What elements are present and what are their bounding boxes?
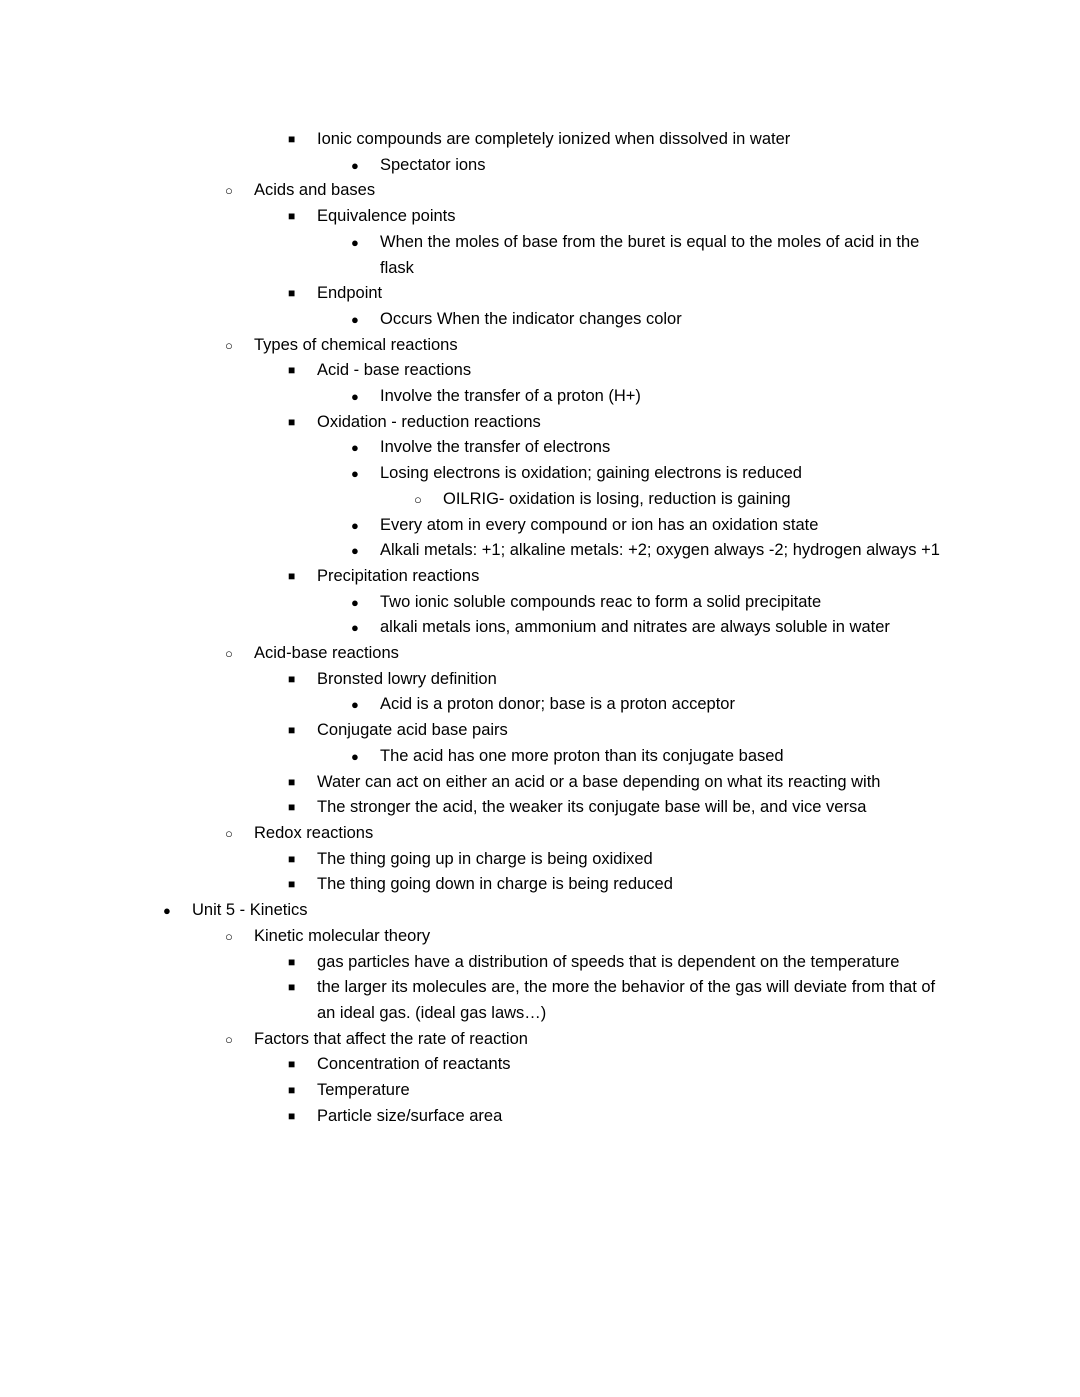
list-item	[0, 667, 1080, 693]
list-item-text: Spectator ions	[380, 155, 486, 174]
filled-circle-bullet-icon: ●	[351, 389, 359, 405]
list-item	[0, 384, 1080, 410]
list-item-text: Factors that affect the rate of reaction	[254, 1029, 528, 1048]
filled-square-bullet-icon: ■	[288, 132, 296, 146]
filled-square-bullet-icon: ■	[288, 1108, 296, 1123]
filled-square-bullet-icon: ■	[288, 209, 296, 224]
filled-square-bullet-icon: ■	[288, 1057, 296, 1072]
filled-square-bullet-icon: ■	[288, 954, 296, 969]
list-item	[0, 281, 1080, 307]
filled-square-bullet-icon: ■	[288, 568, 296, 583]
list-item	[0, 795, 1080, 821]
list-item	[0, 847, 1080, 873]
list-item	[0, 872, 1080, 898]
list-item	[0, 718, 1080, 744]
list-item	[0, 333, 1080, 359]
list-item	[0, 692, 1080, 718]
list-item	[0, 770, 1080, 796]
filled-circle-bullet-icon: ●	[351, 517, 359, 533]
list-item-text: Temperature	[317, 1081, 410, 1100]
list-item-text: OILRIG- oxidation is losing, reduction is gaining	[443, 489, 791, 508]
list-item-text: Acid - base reactions	[317, 361, 472, 380]
list-item-text: Involve the transfer of a proton (H+)	[380, 387, 641, 406]
list-item-text: Ionic compounds are completely ionized when dissolved in water	[317, 130, 791, 148]
list-item	[0, 127, 1080, 153]
list-item	[0, 513, 1080, 539]
filled-square-bullet-icon: ■	[288, 1083, 296, 1098]
list-item-text: Concentration of reactants	[317, 1055, 511, 1074]
list-item-text: Oxidation - reduction reactions	[317, 412, 541, 431]
filled-square-bullet-icon: ■	[288, 286, 296, 301]
list-item	[0, 538, 1080, 564]
list-item	[0, 950, 1080, 976]
list-item	[0, 358, 1080, 384]
list-item	[0, 307, 1080, 333]
list-item-text: Bronsted lowry definition	[317, 669, 497, 688]
filled-square-bullet-icon: ■	[288, 980, 296, 995]
open-circle-bullet-icon: ○	[225, 928, 233, 944]
open-circle-bullet-icon: ○	[225, 337, 233, 353]
open-circle-bullet-icon: ○	[225, 825, 233, 841]
list-item	[0, 821, 1080, 847]
list-item-text: Two ionic soluble compounds reac to form a solid precipitate	[380, 592, 822, 611]
list-item-text: Conjugate acid base pairs	[317, 721, 508, 740]
list-item	[0, 924, 1080, 950]
open-circle-bullet-icon: ○	[225, 1031, 233, 1047]
filled-square-bullet-icon: ■	[288, 800, 296, 815]
filled-circle-bullet-icon: ●	[351, 748, 359, 764]
list-item	[0, 1104, 1080, 1130]
list-item-text: Water can act on either an acid or a base depending on what its reacting with	[317, 772, 881, 791]
list-item-text: Kinetic molecular theory	[254, 926, 431, 945]
filled-circle-bullet-icon: ●	[351, 697, 359, 713]
filled-circle-bullet-icon: ●	[351, 620, 359, 636]
filled-square-bullet-icon: ■	[288, 363, 296, 378]
filled-circle-bullet-icon: ●	[351, 594, 359, 610]
list-item	[0, 564, 1080, 590]
list-item-text: Every atom in every compound or ion has an oxidation state	[380, 515, 819, 534]
list-item	[0, 487, 1080, 513]
list-item	[0, 178, 1080, 204]
list-item	[0, 204, 1080, 230]
list-item-text: The thing going up in charge is being oxidixed	[317, 849, 653, 868]
list-item-text: Unit 5 - Kinetics	[192, 901, 308, 920]
list-item	[0, 615, 1080, 641]
list-item-text: Occurs When the indicator changes color	[380, 309, 682, 328]
list-item	[0, 1027, 1080, 1053]
filled-square-bullet-icon: ■	[288, 851, 296, 866]
list-item	[0, 975, 1080, 1026]
list-item-text: The acid has one more proton than its conjugate based	[380, 746, 784, 765]
list-item-text: the larger its molecules are, the more the behavior of the gas will deviate from that of an ideal gas. (ideal gas laws…)	[317, 978, 936, 1022]
list-item	[0, 230, 1080, 281]
open-circle-bullet-icon: ○	[225, 183, 233, 199]
list-item-text: alkali metals ions, ammonium and nitrates are always soluble in water	[380, 618, 890, 637]
list-item	[0, 898, 1080, 924]
list-item	[0, 1052, 1080, 1078]
list-item-text: Losing electrons is oxidation; gaining electrons is reduced	[380, 464, 802, 483]
list-item-text: Acids and bases	[254, 181, 376, 200]
list-item-text: When the moles of base from the buret is equal to the moles of acid in the flask	[380, 232, 920, 277]
list-item-text: Precipitation reactions	[317, 566, 480, 585]
open-circle-bullet-icon: ○	[225, 646, 233, 662]
list-item-text: The stronger the acid, the weaker its conjugate base will be, and vice versa	[317, 798, 867, 817]
document-body	[0, 127, 1080, 1129]
filled-square-bullet-icon: ■	[288, 414, 296, 429]
filled-circle-bullet-icon: ●	[351, 466, 359, 482]
open-circle-bullet-icon: ○	[414, 491, 422, 507]
list-item	[0, 435, 1080, 461]
list-item-text: gas particles have a distribution of speeds that is dependent on the temperature	[317, 952, 900, 971]
list-item-text: Redox reactions	[254, 823, 374, 842]
filled-square-bullet-icon: ■	[288, 774, 296, 789]
list-item-text: Endpoint	[317, 284, 383, 303]
list-item	[0, 641, 1080, 667]
list-item-text: Acid is a proton donor; base is a proton acceptor	[380, 695, 735, 714]
list-item-text: The thing going down in charge is being reduced	[317, 875, 673, 894]
list-item-text: Equivalence points	[317, 207, 456, 226]
list-item-text: Acid-base reactions	[254, 644, 399, 663]
filled-square-bullet-icon: ■	[288, 723, 296, 738]
list-item	[0, 410, 1080, 436]
filled-circle-bullet-icon: ●	[351, 157, 359, 173]
list-item-text: Particle size/surface area	[317, 1106, 503, 1125]
filled-circle-bullet-icon: ●	[351, 440, 359, 456]
filled-circle-bullet-icon: ●	[351, 311, 359, 327]
list-item	[0, 590, 1080, 616]
list-item	[0, 1078, 1080, 1104]
list-item	[0, 461, 1080, 487]
list-item-text: Alkali metals: +1; alkaline metals: +2; oxygen always -2; hydrogen always +1	[380, 541, 940, 560]
list-item-text: Types of chemical reactions	[254, 335, 458, 354]
filled-square-bullet-icon: ■	[288, 877, 296, 892]
list-item	[0, 153, 1080, 179]
filled-circle-bullet-icon: ●	[351, 543, 359, 559]
filled-square-bullet-icon: ■	[288, 671, 296, 686]
filled-circle-bullet-icon: ●	[351, 234, 359, 250]
list-item	[0, 744, 1080, 770]
filled-circle-bullet-icon: ●	[163, 903, 171, 919]
list-item-text: Involve the transfer of electrons	[380, 438, 611, 457]
